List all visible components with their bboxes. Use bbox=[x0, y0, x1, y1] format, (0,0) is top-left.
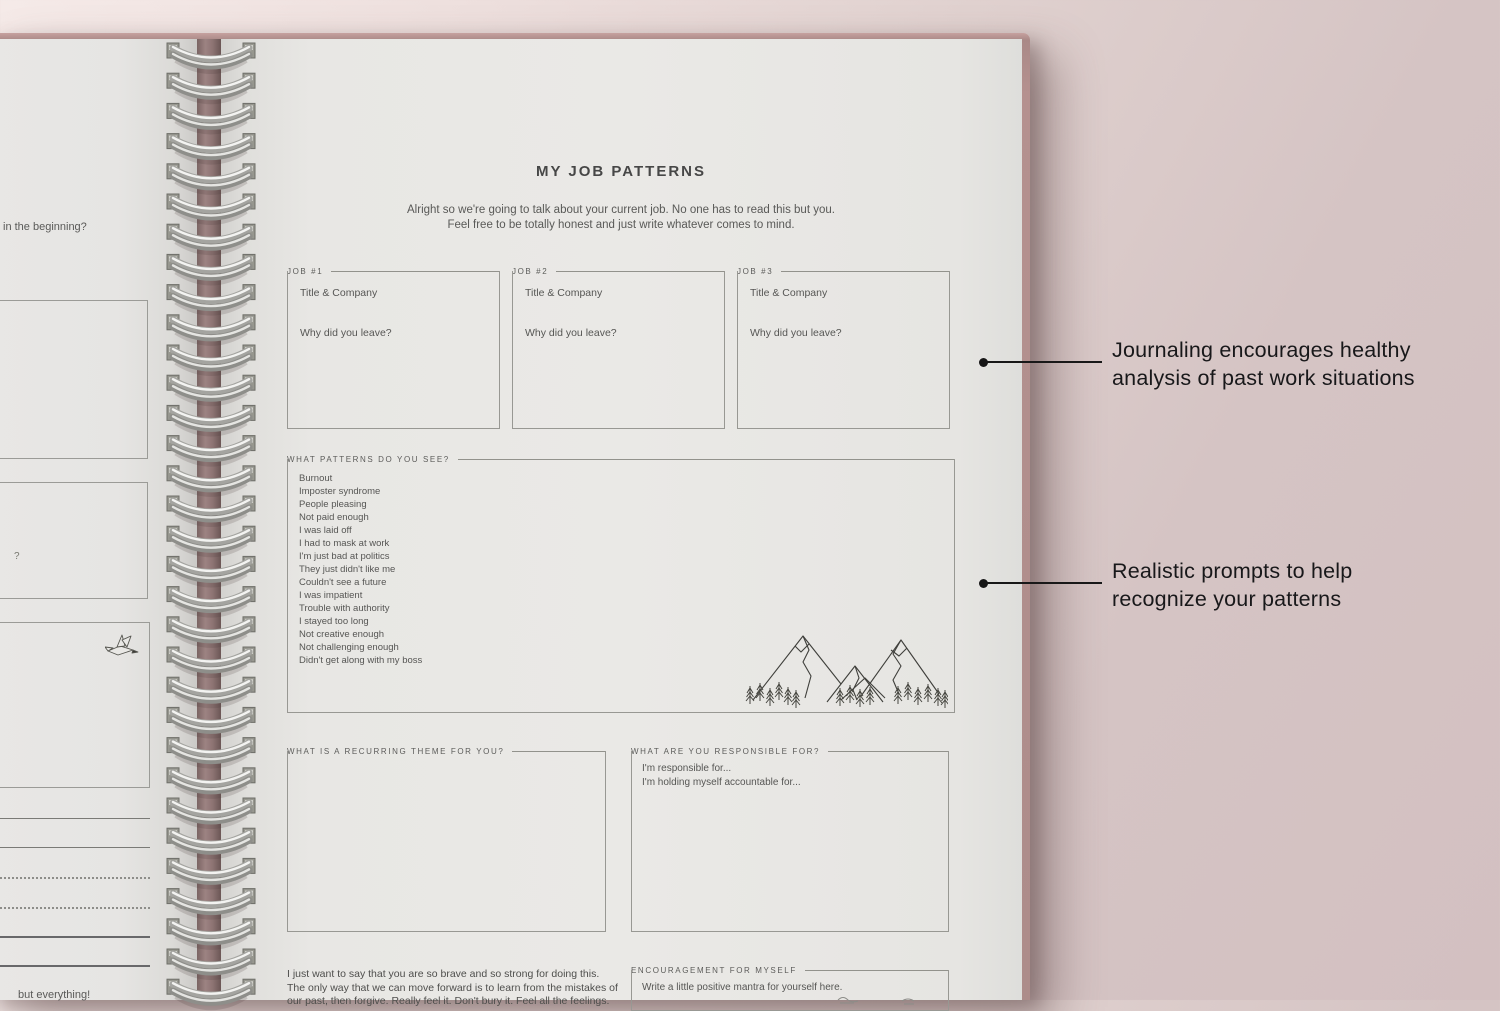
job-1-box bbox=[287, 271, 500, 429]
patterns-label: WHAT PATTERNS DO YOU SEE? bbox=[287, 454, 450, 464]
title-company-prompt: Title & Company bbox=[525, 287, 603, 299]
origami-bird-icon bbox=[105, 633, 139, 661]
writing-line bbox=[0, 818, 150, 819]
pattern-item: Not paid enough bbox=[299, 512, 369, 523]
pattern-item: Imposter syndrome bbox=[299, 486, 381, 497]
pattern-item: I was impatient bbox=[299, 590, 363, 601]
pattern-item: Burnout bbox=[299, 473, 333, 484]
callout-dot-2 bbox=[979, 579, 988, 588]
pattern-item: Didn't get along with my boss bbox=[299, 655, 423, 666]
annotation-2-line-2: recognize your patterns bbox=[1112, 586, 1342, 611]
left-page-box-1 bbox=[0, 300, 148, 459]
callout-line-2 bbox=[986, 582, 1102, 584]
pattern-item: Not creative enough bbox=[299, 629, 385, 640]
pattern-item: Not challenging enough bbox=[299, 642, 399, 653]
encouragement-box bbox=[631, 970, 949, 1011]
mountains-illustration bbox=[743, 628, 948, 708]
job-3-label: JOB #3 bbox=[737, 266, 774, 276]
why-leave-prompt: Why did you leave? bbox=[750, 327, 842, 339]
job-3-section bbox=[737, 265, 950, 429]
patterns-section bbox=[287, 453, 955, 713]
pattern-item: People pleasing bbox=[299, 499, 367, 510]
job-2-label: JOB #2 bbox=[512, 266, 549, 276]
job-1-label: JOB #1 bbox=[287, 266, 324, 276]
encouragement-label: ENCOURAGEMENT FOR MYSELF bbox=[631, 965, 797, 975]
job-3-box bbox=[737, 271, 950, 429]
recurring-theme-label: WHAT IS A RECURRING THEME FOR YOU? bbox=[287, 746, 505, 756]
title-company-prompt: Title & Company bbox=[750, 287, 828, 299]
pattern-item: Couldn't see a future bbox=[299, 577, 387, 588]
question-mark: ? bbox=[14, 551, 20, 562]
recurring-theme-box bbox=[287, 751, 606, 932]
intro-line-2: Feel free to be totally honest and just write whatever comes to mind. bbox=[447, 219, 795, 231]
intro-line-1: Alright so we're going to talk about your current job. No one has to read this but you. bbox=[407, 204, 835, 216]
pattern-item: I'm just bad at politics bbox=[299, 551, 390, 562]
responsible-prompt-2: I'm holding myself accountable for... bbox=[642, 777, 801, 788]
responsible-section bbox=[631, 745, 949, 932]
why-leave-prompt: Why did you leave? bbox=[525, 327, 617, 339]
writing-line bbox=[0, 965, 150, 967]
writing-line bbox=[0, 936, 150, 938]
annotation-2 bbox=[1112, 558, 1352, 613]
closing-note bbox=[287, 968, 627, 1009]
writing-line-dotted bbox=[0, 877, 150, 879]
responsible-box bbox=[631, 751, 949, 932]
patterns-box bbox=[287, 459, 955, 713]
responsible-label: WHAT ARE YOU RESPONSIBLE FOR? bbox=[631, 746, 821, 756]
tiny-sketch-icons bbox=[836, 994, 936, 1008]
encouragement-prompt: Write a little positive mantra for yourself here. bbox=[642, 982, 843, 993]
writing-line-dotted bbox=[0, 907, 150, 909]
job-1-section bbox=[287, 265, 500, 429]
closing-line-3: our past, then forgive. Really feel it. Don't bury it. Feel all the feelings. bbox=[287, 995, 610, 1007]
recurring-theme-section bbox=[287, 745, 606, 932]
annotation-1-line-2: analysis of past work situations bbox=[1112, 365, 1415, 390]
pattern-item: I had to mask at work bbox=[299, 538, 390, 549]
closing-line-1: I just want to say that you are so brave and so strong for doing this. bbox=[287, 968, 600, 980]
pattern-item: They just didn't like me bbox=[299, 564, 396, 575]
left-page-text-fragment-bottom: but everything! bbox=[18, 989, 91, 1001]
callout-line-1 bbox=[986, 361, 1102, 363]
job-2-section bbox=[512, 265, 725, 429]
annotation-1 bbox=[1112, 337, 1415, 392]
left-page-text-fragment: in the beginning? bbox=[3, 221, 87, 233]
intro-text bbox=[287, 203, 955, 233]
job-2-box bbox=[512, 271, 725, 429]
writing-line bbox=[0, 847, 150, 848]
closing-line-2: The only way that we can move forward is to learn from the mistakes of bbox=[287, 981, 618, 994]
why-leave-prompt: Why did you leave? bbox=[300, 327, 392, 339]
pattern-item: I was laid off bbox=[299, 525, 352, 536]
page-title: MY JOB PATTERNS bbox=[535, 163, 707, 180]
title-company-prompt: Title & Company bbox=[300, 287, 378, 299]
callout-dot-1 bbox=[979, 358, 988, 367]
responsible-prompt-1: I'm responsible for... bbox=[642, 763, 732, 774]
left-page-box-2 bbox=[0, 482, 148, 599]
pattern-item: I stayed too long bbox=[299, 616, 369, 627]
annotation-1-line-1: Journaling encourages healthy bbox=[1112, 338, 1411, 362]
spiral-binding bbox=[166, 42, 258, 1010]
pattern-item: Trouble with authority bbox=[299, 603, 390, 614]
annotation-2-line-1: Realistic prompts to help bbox=[1112, 559, 1353, 583]
encouragement-section bbox=[631, 964, 949, 1011]
